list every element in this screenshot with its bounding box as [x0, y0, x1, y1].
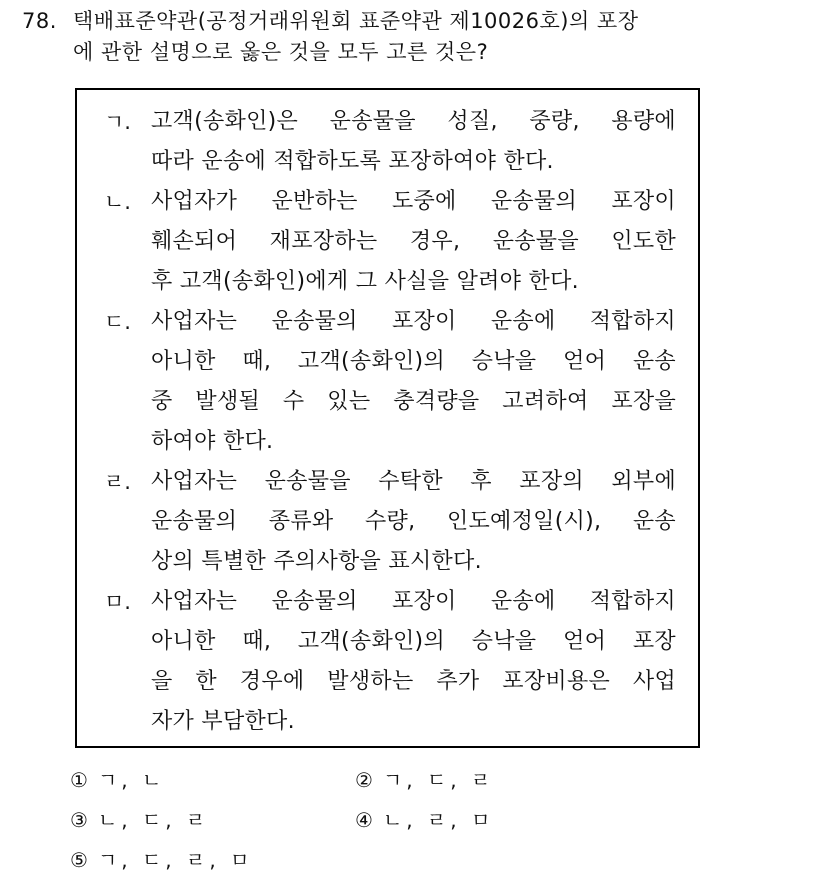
choice-number: ②: [355, 768, 373, 792]
statement-d: [77, 462, 698, 582]
statement-marker: ㄴ.: [104, 190, 131, 214]
statement-line: 후 고객(송화인)에게 그 사실을 알려야 한다.: [151, 269, 579, 294]
choice-text: ㄱ, ㄴ: [97, 768, 166, 792]
statement-line: 아니한 때, 고객(송화인)의 승낙을 얻어 운송: [151, 349, 676, 374]
choice-number: ③: [70, 808, 88, 832]
choice-number: ①: [70, 768, 88, 792]
statement-line: 을 한 경우에 발생하는 추가 포장비용은 사업: [151, 669, 676, 694]
statement-b: [77, 182, 698, 302]
question-text-2: 에 관한 설명으로 옳은 것을 모두 고른 것은?: [73, 40, 489, 64]
choice-row: [70, 800, 790, 840]
choice-1[interactable]: [70, 760, 355, 800]
choice-number: ⑤: [70, 848, 88, 872]
statement-line: 사업자가 운반하는 도중에 운송물의 포장이: [151, 189, 676, 214]
choice-row: [70, 760, 790, 800]
answer-choices: [70, 760, 790, 880]
statement-line: 따라 운송에 적합하도록 포장하여야 한다.: [151, 149, 554, 174]
statement-list: [77, 102, 698, 742]
choice-3[interactable]: [70, 800, 355, 840]
statement-marker: ㄹ.: [104, 470, 131, 494]
statement-marker: ㄷ.: [104, 310, 131, 334]
statement-line: 하여야 한다.: [151, 429, 274, 454]
statement-line: 훼손되어 재포장하는 경우, 운송물을 인도한: [151, 229, 676, 254]
question-line-2: [22, 37, 802, 68]
choice-text: ㄴ, ㄹ, ㅁ: [382, 808, 495, 832]
statement-c: [77, 302, 698, 462]
statement-line: 사업자는 운송물의 포장이 운송에 적합하지: [151, 309, 676, 334]
question-number: 78.: [22, 9, 57, 33]
statements-box: [75, 88, 700, 748]
statement-line: 중 발생될 수 있는 충격량을 고려하여 포장을: [151, 389, 676, 414]
choice-number: ④: [355, 808, 373, 832]
statement-e: [77, 582, 698, 742]
choice-text: ㄴ, ㄷ, ㄹ: [97, 808, 210, 832]
statement-a: [77, 102, 698, 182]
statement-marker: ㅁ.: [104, 590, 131, 614]
statement-line: 아니한 때, 고객(송화인)의 승낙을 얻어 포장: [151, 629, 676, 654]
choice-text: ㄱ, ㄷ, ㄹ: [382, 768, 495, 792]
statement-line: 사업자는 운송물을 수탁한 후 포장의 외부에: [151, 469, 676, 494]
statement-line: 운송물의 종류와 수량, 인도예정일(시), 운송: [151, 509, 676, 534]
choice-5[interactable]: [70, 840, 355, 880]
question-text-1: 택배표준약관(공정거래위원회 표준약관 제10026호)의 포장: [73, 9, 639, 33]
statement-line: 자가 부담한다.: [151, 709, 295, 734]
statement-line: 고객(송화인)은 운송물을 성질, 중량, 용량에: [151, 109, 676, 134]
question-line-1: [22, 6, 802, 37]
statement-marker: ㄱ.: [104, 110, 131, 134]
statement-line: 사업자는 운송물의 포장이 운송에 적합하지: [151, 589, 676, 614]
statement-line: 상의 특별한 주의사항을 표시한다.: [151, 549, 482, 574]
choice-row: [70, 840, 790, 880]
choice-4[interactable]: [355, 800, 640, 840]
choice-text: ㄱ, ㄷ, ㄹ, ㅁ: [97, 848, 254, 872]
choice-2[interactable]: [355, 760, 640, 800]
question-stem: [22, 6, 802, 68]
